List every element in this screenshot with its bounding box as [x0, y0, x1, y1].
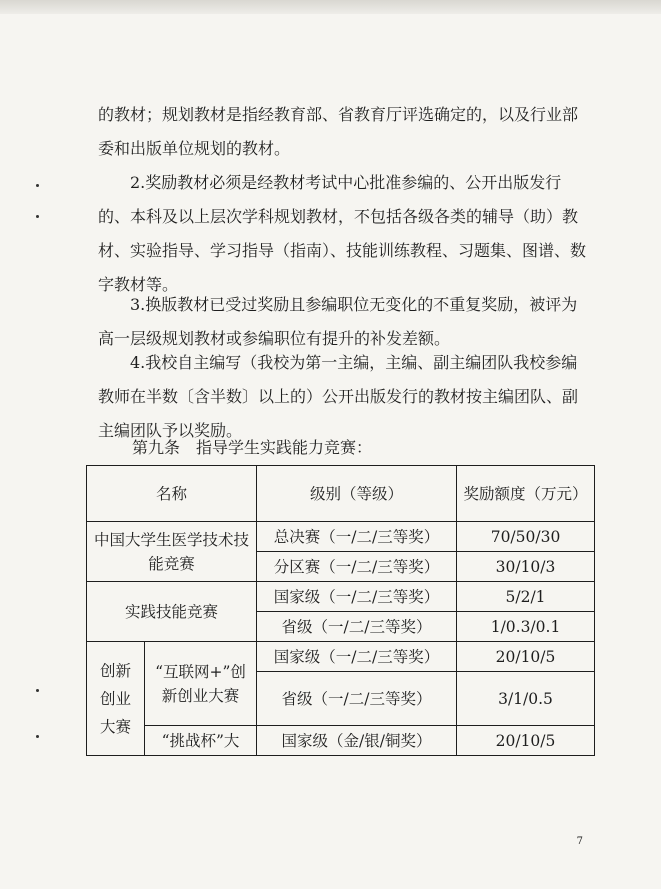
page-number: 7: [576, 836, 583, 847]
row-amount: 30/10/3: [457, 552, 595, 582]
header-name: 名称: [87, 466, 257, 522]
paragraph-continuation: 的教材；规划教材是指经教育部、省教育厅评选确定的，以及行业部委和出版单位规划的教材。: [98, 105, 579, 158]
header-amount: 奖励额度（万元）: [457, 466, 595, 522]
scan-speck: [36, 735, 39, 738]
row-amount: 20/10/5: [457, 642, 595, 672]
table-row: [87, 522, 595, 552]
row-name: 中国大学生医学技术技能竞赛: [87, 522, 257, 582]
scan-top-edge: [0, 0, 661, 14]
row-level: 省级（一/二/三等奖）: [257, 672, 457, 726]
row-level: 国家级（一/二/三等奖）: [257, 582, 457, 612]
row-amount: 70/50/30: [457, 522, 595, 552]
scan-speck: [36, 215, 39, 218]
row-subname: “互联网+”创新创业大赛: [145, 642, 257, 726]
table-row: [87, 582, 595, 612]
row-group: 创新创业大赛: [87, 642, 145, 756]
row-level: 国家级（一/二/三等奖）: [257, 642, 457, 672]
table-row: [87, 726, 595, 756]
section-title: 第九条 指导学生实践能力竞赛：: [132, 438, 373, 457]
row-level: 省级（一/二/三等奖）: [257, 612, 457, 642]
row-amount: 5/2/1: [457, 582, 595, 612]
row-name: 实践技能竞赛: [87, 582, 257, 642]
row-level: 国家级（金/银/铜奖）: [257, 726, 457, 756]
header-level: 级别（等级）: [257, 466, 457, 522]
row-amount: 20/10/5: [457, 726, 595, 756]
table-row: [87, 642, 595, 672]
paragraph-item-4: 4.我校自主编写（我校为第一主编，主编、副主编团队我校参编教师在半数〔含半数〕以上的）公开出版发行的教材按主编团队、副主编团队予以奖励。: [98, 353, 579, 440]
paragraph-item-2: 2.奖励教材必须是经教材考试中心批准参编的、公开出版发行的、本科及以上层次学科规划教材，不包括各级各类的辅导（助）教材、实验指导、学习指导（指南）、技能训练教程、习题集、图谱、数字教材等。: [98, 173, 587, 294]
paragraph-item-3: 3.换版教材已受过奖励且参编职位无变化的不重复奖励，被评为高一层级规划教材或参编职位有提升的补发差额。: [98, 295, 578, 348]
table-header-row: [87, 466, 595, 522]
scan-speck: [36, 689, 39, 692]
scan-speck: [36, 184, 39, 187]
row-level: 总决赛（一/二/三等奖）: [257, 522, 457, 552]
row-level: 分区赛（一/二/三等奖）: [257, 552, 457, 582]
row-amount: 1/0.3/0.1: [457, 612, 595, 642]
row-amount: 3/1/0.5: [457, 672, 595, 726]
award-table: [86, 465, 595, 756]
row-subname: “挑战杯”大: [145, 726, 257, 756]
